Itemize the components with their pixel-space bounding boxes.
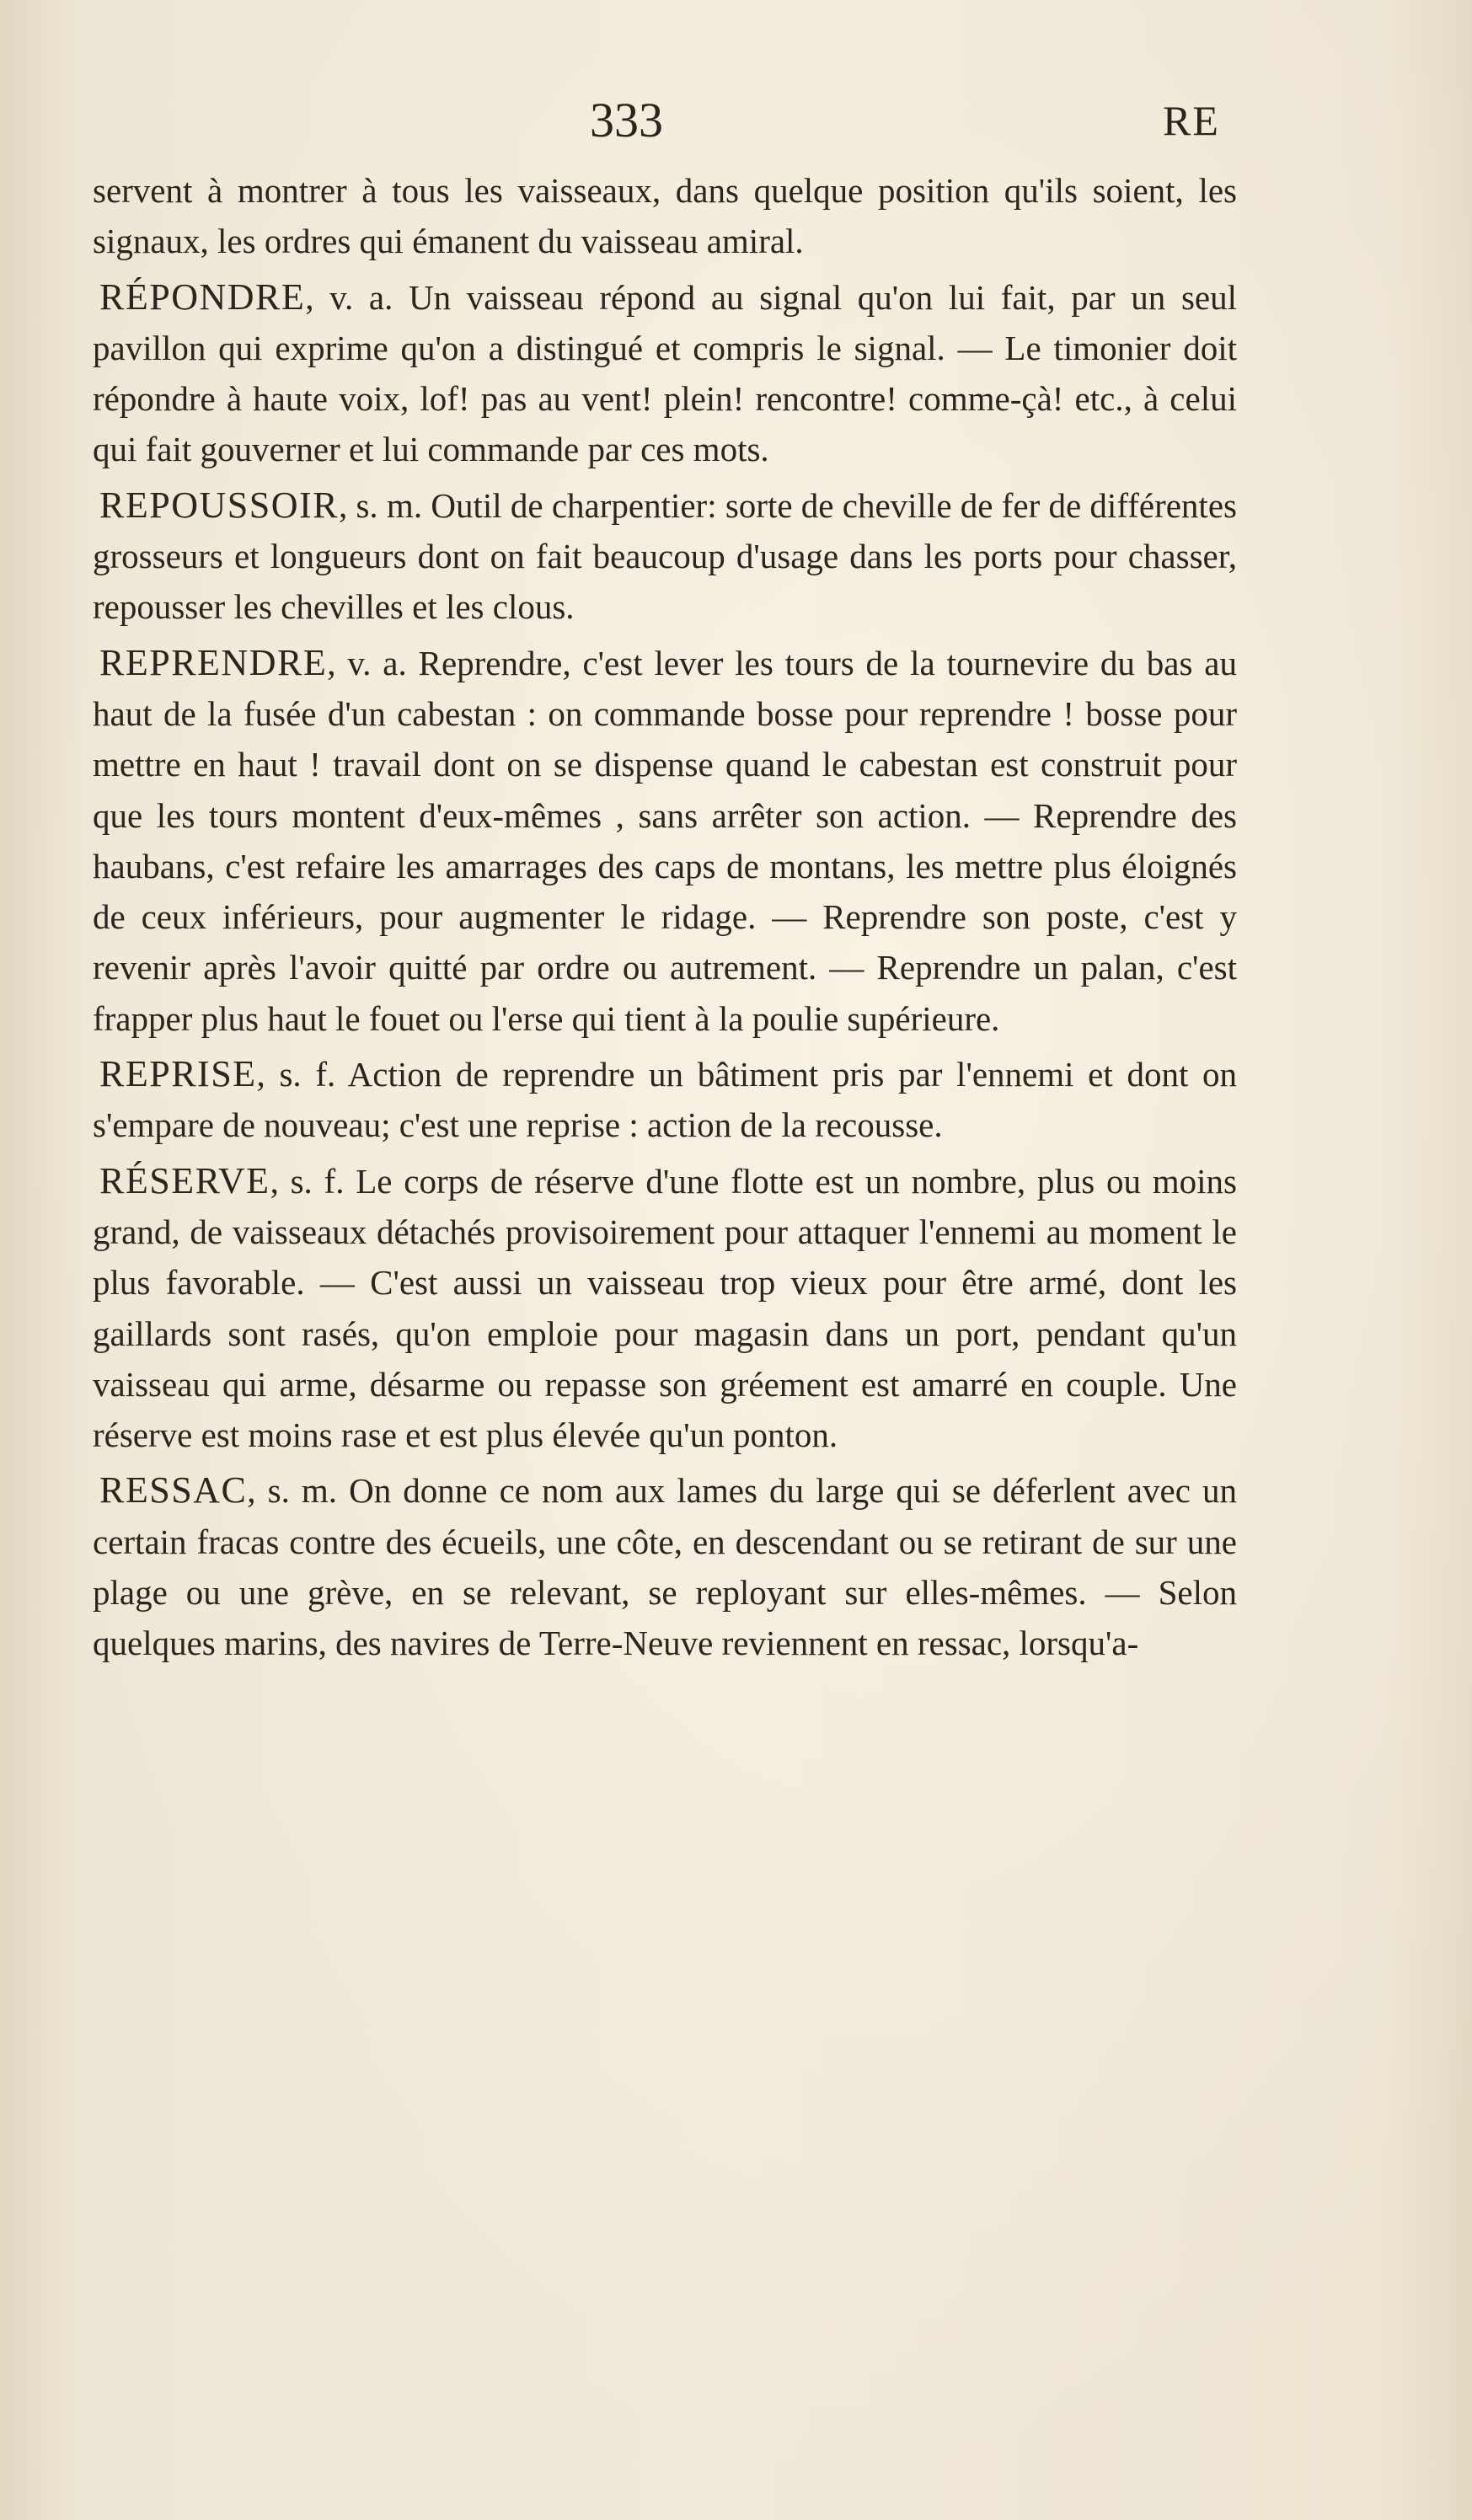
entry-grammar: , s. m. [247, 1471, 338, 1511]
page-number: 333 [590, 93, 663, 147]
entry-grammar: , v. a. [327, 643, 407, 682]
entry-text: Action de reprendre un bâtiment pris par l'ennemi et dont on s'empare de nouveau; c'est une reprise : action de la recousse. [93, 1055, 1238, 1145]
entry-repondre [93, 272, 1237, 475]
entry-text: On donne ce nom aux lames du large qui se déferlent avec un certain fracas contre des écueils, une côte, en descendant ou se retirant de sur une plage ou une grève, en se relevant, se reployant sur elles-mêmes. — Selon quelques marins, des navires de Terre-Neuve reviennent en ressac, lorsqu'a- [93, 1471, 1237, 1663]
entry-grammar: , s. f. [256, 1055, 336, 1094]
page-header [0, 83, 1472, 158]
entry-text: servent à montrer à tous les vaisseaux, dans quelque position qu'ils soient, les signaux, les ordres qui émanent du vaisseau amiral. [93, 171, 1237, 261]
dictionary-text [93, 165, 1237, 1674]
entry-text: Un vaisseau répond au signal qu'on lui fait, par un seul pavillon qui exprime qu'on a distingué et compris le signal. — Le timonier doit répondre à haute voix, lof! pas au vent! plein! rencontre! comme-çà! etc., à celui qui fait gouverner et lui commande par ces mots. [93, 277, 1238, 469]
entry-text: Outil de charpentier: sorte de cheville de fer de différentes grosseurs et longueurs dont on fait beaucoup d'usage dans les ports pour chasser, repousser les chevilles et les clous. [93, 485, 1237, 627]
entry-reprise [93, 1049, 1237, 1151]
entry-headword: REPRISE [99, 1053, 257, 1095]
entry-continuation [93, 165, 1237, 267]
entry-ressac [93, 1465, 1237, 1668]
entry-reserve [93, 1156, 1237, 1461]
entry-headword: RÉPONDRE [99, 276, 306, 318]
entry-repoussoir [93, 480, 1237, 633]
entry-headword: REPRENDRE [99, 641, 328, 683]
entry-grammar: , s. m. [338, 485, 423, 525]
entry-headword: RÉSERVE [99, 1159, 270, 1201]
entry-grammar: , s. f. [270, 1161, 345, 1201]
running-head: RE [1163, 97, 1220, 144]
entry-reprendre [93, 638, 1237, 1044]
entry-headword: REPOUSSOIR [99, 484, 339, 526]
entry-headword: RESSAC [99, 1469, 248, 1511]
entry-text: Reprendre, c'est lever les tours de la tournevire du bas au haut de la fusée d'un cabestan : on commande bosse pour reprendre ! bosse pour mettre en haut ! travail dont on se dispense quand le cabestan est construit pour que les tours montent d'eux-mêmes , sans arrêter son action. — Reprendre des haubans, c'est refaire les amarrages des caps de montans, les mettre plus éloignés de ceux inférieurs, pour augmenter le ridage. — Reprendre son poste, c'est y revenir après l'avoir quitté par ordre ou autrement. — Reprendre un palan, c'est frapper plus haut le fouet ou l'erse qui tient à la poulie supérieure. [93, 643, 1237, 1038]
entry-text: Le corps de réserve d'une flotte est un nombre, plus ou moins grand, de vaisseaux détachés provisoirement pour attaquer l'ennemi au moment le plus favorable. — C'est aussi un vaisseau trop vieux pour être armé, dont les gaillards sont rasés, qu'on emploie pour magasin dans un port, pendant qu'un vaisseau qui arme, désarme ou repasse son gréement est amarré en couple. Une réserve est moins rase et est plus élevée qu'un ponton. [93, 1161, 1238, 1455]
entry-grammar: , v. a. [305, 277, 393, 317]
